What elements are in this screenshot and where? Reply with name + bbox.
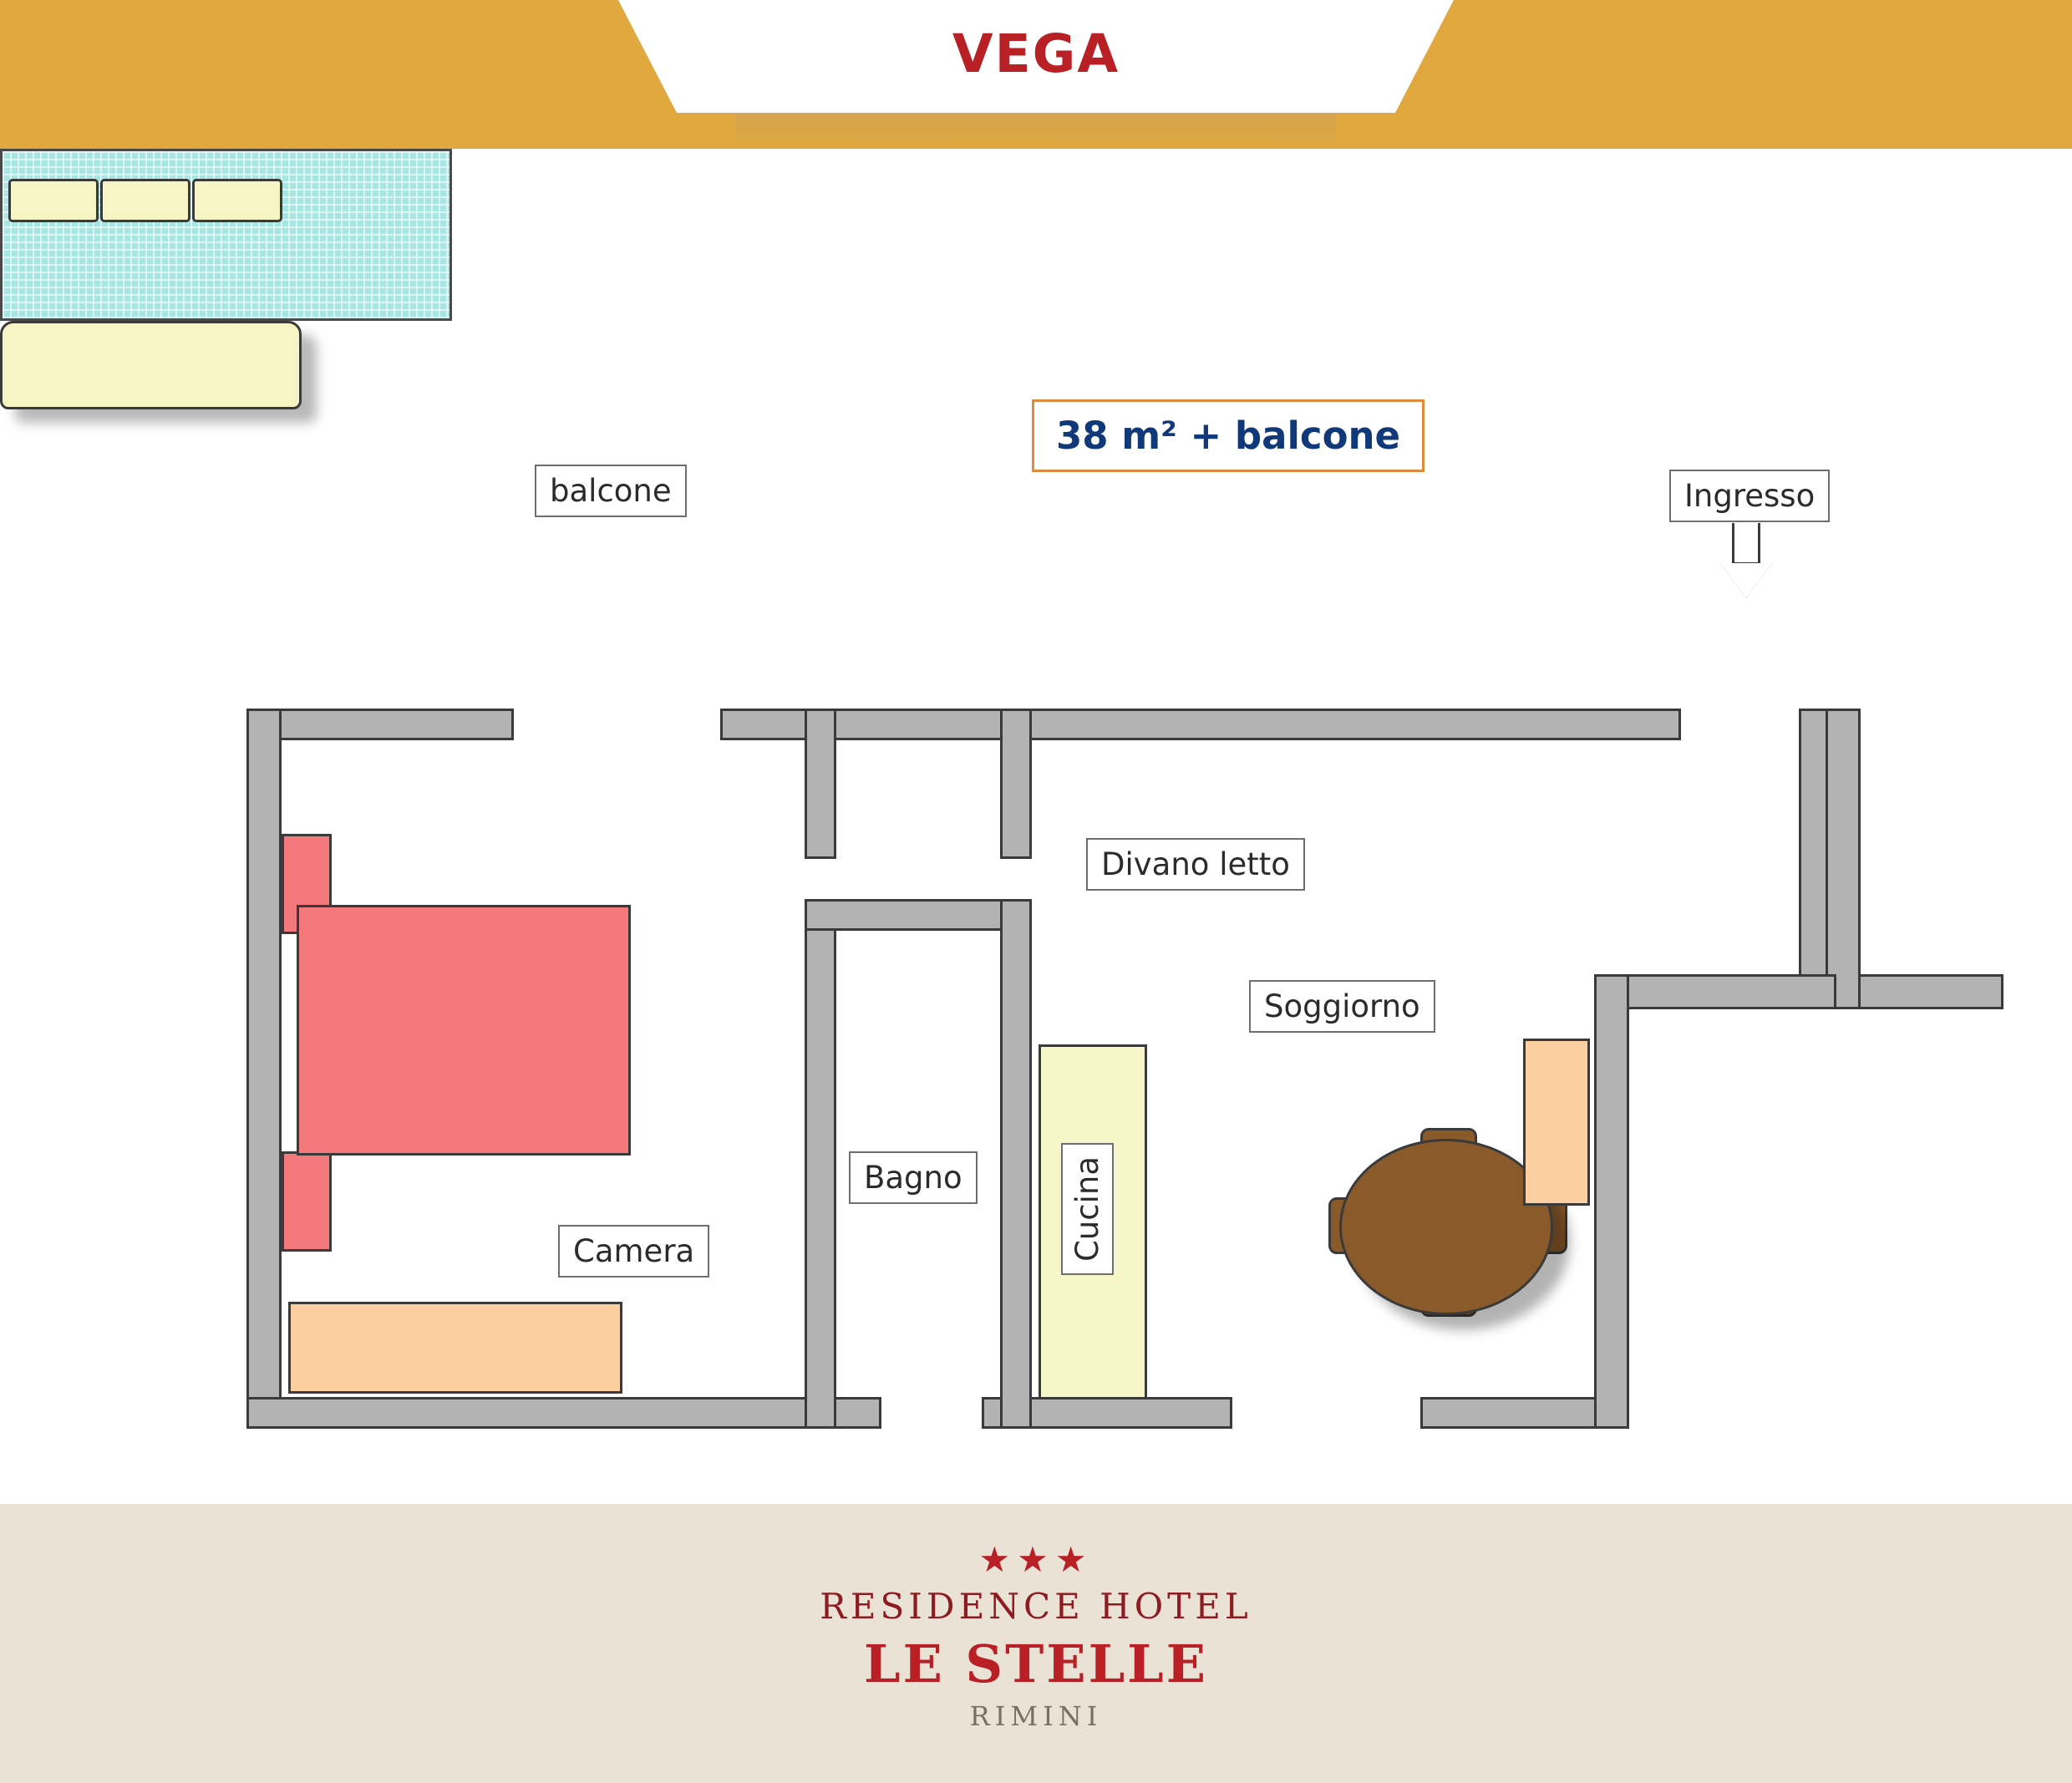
label-bagno: Bagno bbox=[849, 1151, 978, 1204]
brand-line-2: LE STELLE bbox=[863, 1633, 1209, 1694]
wall-right-step-vertical bbox=[1826, 709, 1861, 1009]
rating-stars: ★★★ bbox=[978, 1540, 1094, 1579]
header-shade bbox=[735, 113, 1337, 149]
wall-notch-horizontal bbox=[1594, 974, 1836, 1009]
page-title: VEGA bbox=[952, 23, 1120, 84]
wall-bottom-left bbox=[246, 1397, 881, 1429]
brand-location: RIMINI bbox=[969, 1700, 1103, 1732]
area-badge: 38 m² + balcone bbox=[1032, 399, 1424, 472]
wardrobe-soggiorno bbox=[1523, 1039, 1590, 1206]
label-ingresso: Ingresso bbox=[1669, 470, 1830, 522]
dining-table bbox=[1339, 1139, 1553, 1315]
label-divano-letto: Divano letto bbox=[1086, 838, 1305, 891]
wall-top-left bbox=[246, 709, 514, 740]
wall-top-right bbox=[720, 709, 1681, 740]
brand-line-1: RESIDENCE HOTEL bbox=[820, 1586, 1252, 1627]
pillow-left-bottom bbox=[282, 1151, 332, 1252]
wall-right-lower bbox=[1594, 974, 1629, 1429]
balcony-area bbox=[0, 149, 452, 321]
wall-partition-left-upper bbox=[805, 709, 836, 859]
wall-partition-left-lower bbox=[805, 899, 836, 1429]
label-camera: Camera bbox=[558, 1225, 709, 1278]
floor-plan bbox=[0, 149, 2072, 1486]
wall-partition-right-upper bbox=[1000, 709, 1032, 859]
bed bbox=[297, 905, 631, 1156]
wall-partition-right-lower bbox=[1000, 899, 1032, 1429]
wall-left-exterior bbox=[246, 709, 282, 1429]
wardrobe-camera bbox=[288, 1302, 622, 1394]
wall-bagno-top bbox=[805, 899, 1032, 931]
page-footer bbox=[0, 1504, 2072, 1783]
label-soggiorno: Soggiorno bbox=[1249, 980, 1435, 1033]
sofa-bed bbox=[0, 321, 302, 409]
label-cucina: Cucina bbox=[1061, 1143, 1114, 1275]
label-balcone: balcone bbox=[535, 465, 687, 517]
page-header bbox=[0, 0, 2072, 149]
